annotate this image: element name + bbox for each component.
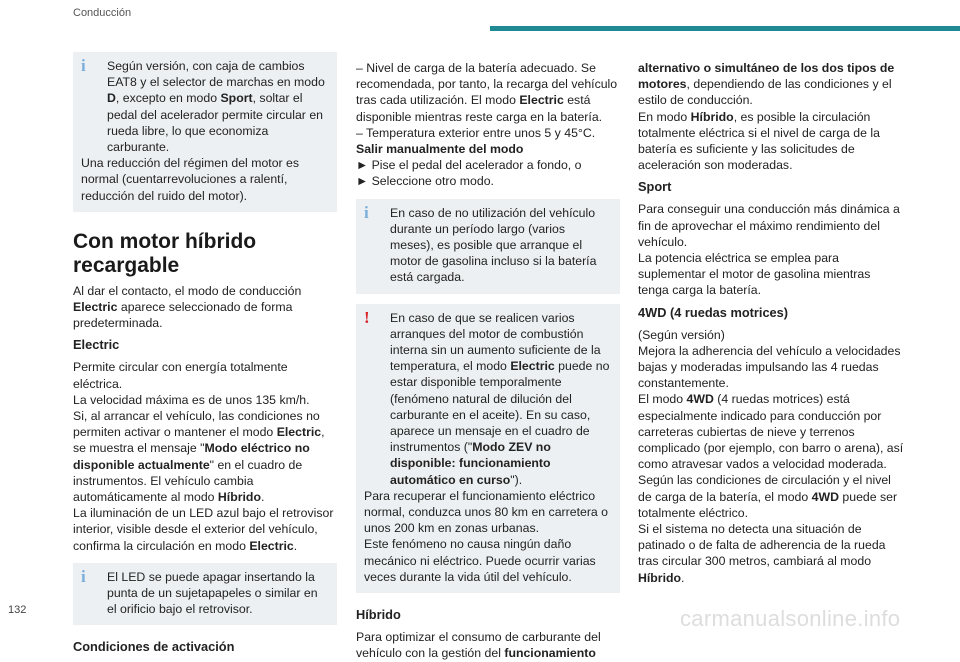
paragraph: – Temperatura exterior entre unos 5 y 45°C. [356,125,596,140]
text: . [293,538,298,553]
info-note [73,563,337,626]
paragraph: Mejora la adherencia del vehículo a velocidades bajas y moderadas impulsando las 4 ruedas constantemente. [638,343,901,391]
sport-heading: Sport [638,179,672,195]
text: . [681,570,685,585]
paragraph: (Según versión) [638,327,725,342]
note-text: El LED se puede apagar insertando la punta de un sujetapapeles o similar en el orificio bajo el retrovisor. [107,569,318,617]
note-paragraph: Este fenómeno no causa ningún daño mecánico ni eléctrico. Puede ocurrir varias veces durante la vida útil del vehículo. [364,537,596,584]
text: , es posible la circulación totalmente eléctrica si el nivel de carga de la batería es suficiente y las solicitudes de aceleración son moderadas. [638,109,880,173]
bold-text: 4WD [811,489,839,504]
text: , dependiendo de las condiciones y el estilo de conducción. [638,77,892,108]
paragraph [638,472,904,521]
bold-text: Electric [73,300,118,315]
warning-icon: ! [364,307,370,327]
note-text: , excepto en modo [115,91,221,106]
text: está disponible mientras reste carga en la batería. [356,93,603,124]
text: Según las condiciones de circulación y el nivel de carga de la batería, el modo [638,473,891,504]
bold-text: 4WD [686,392,714,407]
info-icon: i [81,566,86,586]
info-note [356,199,620,294]
paragraph [73,505,337,554]
bold-text: Híbrido [217,490,261,505]
header-accent-bar [490,26,960,31]
text: . [260,490,265,505]
info-note [73,52,337,212]
electric-heading: Electric [73,337,120,353]
paragraph: Para conseguir una conducción más dinámica a fin de aprovechar el máximo rendimiento del vehículo. [638,202,900,249]
text: aparece seleccionado de forma predeterminada. [73,300,293,331]
paragraph [356,60,620,125]
paragraph [638,109,904,174]
paragraph [356,629,620,661]
text: " en el cuadro de instrumentos. El vehículo cambia automáticamente al modo [73,457,303,505]
warning-note [356,304,620,593]
intro-paragraph [73,283,337,332]
bullet-item: ► Seleccione otro modo. [356,174,494,189]
note-bold: Sport [220,91,253,106]
awd-heading: 4WD (4 ruedas motrices) [638,304,789,320]
text: Al dar el contacto, el modo de conducción [73,283,302,298]
paragraph [638,60,904,109]
bold-text: Híbrido [690,109,734,124]
note-text: "). [510,472,523,487]
note-text: En caso de no utilización del vehículo durante un período largo (varios meses), es posible que arranque el motor de gasolina incluso si la batería está cargada. [390,205,597,285]
conditions-heading: Condiciones de activación [73,639,235,655]
note-text: En caso de que se realicen varios arranques del motor de combustión interna sin un aumento suficiente de la temperatura, el modo [390,310,601,374]
note-paragraph [81,58,329,155]
watermark: carmanualsonline.info [680,606,901,631]
paragraph: La potencia eléctrica se emplea para suplementar el motor de gasolina mientras tenga carga la batería. [638,251,871,298]
paragraph: Permite circular con energía totalmente eléctrica. [73,360,288,391]
note-paragraph [81,566,329,618]
bold-text: Electric [276,425,322,440]
page-number: 132 [8,604,27,616]
hybrid-heading: Híbrido [356,607,401,623]
text: Para optimizar el consumo de carburante del vehículo con la gestión del [356,630,601,661]
bold-text: Electric [249,538,294,553]
text: Si, al arrancar el vehículo, las condiciones no permiten activar o mantener el modo [73,409,320,440]
info-icon: i [81,56,86,75]
note-text: , soltar el pedal del acelerador permite circular en rueda libre, lo que economiza carburante. [107,91,323,155]
paragraph [73,408,337,505]
bold-text: alternativo o simultáneo de los dos tipos de motores [638,61,895,92]
bold-text: Híbrido [638,570,682,585]
note-bold: Electric [510,359,555,374]
text: La iluminación de un LED azul bajo el retrovisor interior, visible desde el exterior del vehículo, confirma la circulación en modo [73,506,334,553]
text: En modo [638,109,691,124]
note-paragraph: Una reducción del régimen del motor es normal (cuentarrevoluciones a ralentí, reducción del ruido del motor). [81,156,300,203]
text: El modo [638,392,687,407]
text: (4 ruedas motrices) está especialmente indicado para conducción por carreteras cubiertas de nieve y terrenos complicado (por ejemplo, con barro o arena), así como atravesar vados a velocidad moderada. [638,392,904,472]
text: Si el sistema no detecta una situación de patinado o de falta de adherencia de la rueda tras circular 300 metros, cambiará al modo [638,522,886,569]
note-paragraph: Para recuperar el funcionamiento eléctrico normal, conduzca unos 80 km en carretera o unos 200 km en zonas urbanas. [364,488,609,536]
text: , se muestra el mensaje " [73,425,325,456]
bold-text: Modo eléctrico no disponible actualmente [73,441,310,472]
note-paragraph [364,307,612,488]
info-icon: i [364,202,369,222]
bullet-item: ► Pise el pedal del acelerador a fondo, o [356,158,582,173]
note-bold: Modo ZEV no disponible: funcionamiento automático en curso [390,440,551,487]
paragraph [638,521,904,586]
manual-heading: Salir manualmente del modo [356,142,524,157]
paragraph [638,391,904,472]
note-text: puede no estar disponible temporalmente (fenómeno natural de dilución del carburante en el aceite). En su caso, aparece un mensaje en el cuadro de instrumentos (" [390,359,610,455]
running-header: Conducción [73,7,132,19]
column-2 [356,60,620,662]
note-paragraph [364,202,612,286]
section-title: Con motor híbrido recargable [73,229,257,277]
note-text: Según versión, con caja de cambios EAT8 y el selector de marchas en modo [107,59,325,90]
column-3 [638,60,904,586]
bold-text: Electric [519,93,564,108]
paragraph: La velocidad máxima es de unos 135 km/h. [73,392,310,407]
text: puede ser totalmente eléctrico. [638,489,898,520]
bold-text: funcionamiento [504,646,596,661]
text: – Nivel de carga de la batería adecuado. Se recomendada, por tanto, la recarga del vehículo tras cada utilización. El modo [356,61,618,108]
column-1 [73,52,337,661]
note-bold: D [107,91,116,106]
